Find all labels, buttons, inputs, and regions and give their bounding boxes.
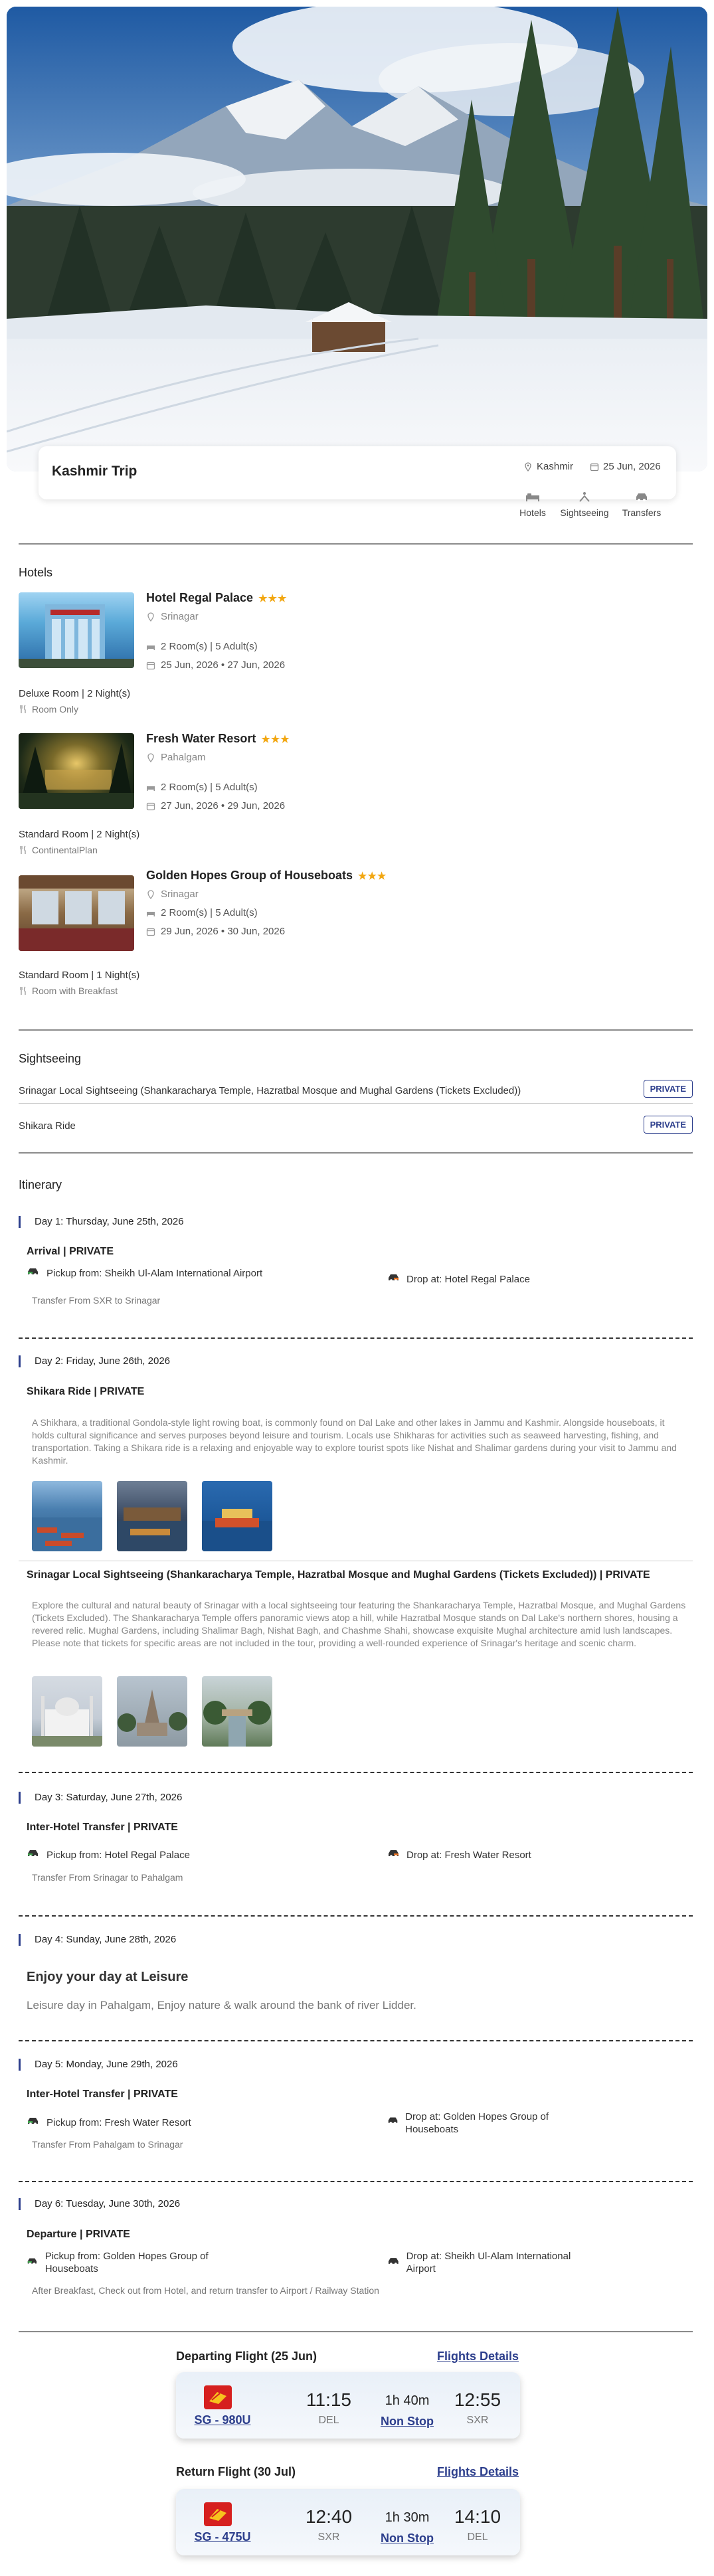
hotel-rooms — [146, 907, 258, 918]
day-separator — [19, 1337, 693, 1339]
flight-duration: 1h 40m — [385, 2393, 430, 2408]
location-pin-icon — [146, 753, 155, 762]
activity-title: Shikara Ride | PRIVATE — [27, 1386, 145, 1397]
stat-sightseeing-label: Sightseeing — [560, 507, 609, 518]
bed-icon — [146, 908, 155, 918]
arrival-airport: SXR — [466, 2415, 489, 2426]
activity-photo[interactable] — [117, 1481, 187, 1551]
day-separator — [19, 2040, 693, 2041]
trip-summary-card — [39, 446, 676, 518]
day-label: Day 2: Friday, June 26th, 2026 — [19, 1355, 170, 1367]
trip-location — [523, 461, 573, 472]
arrival-airport: DEL — [467, 2532, 488, 2543]
pickup-text: Pickup from: Golden Hopes Group of Houseboats — [45, 2251, 209, 2275]
stat-transfers-label: Transfers — [622, 507, 662, 518]
hotel-dates — [146, 659, 285, 671]
divider — [19, 1152, 693, 1154]
meal-plan — [19, 704, 78, 715]
hotel-dates — [146, 926, 285, 937]
transfer-title: Inter-Hotel Transfer | PRIVATE — [27, 2089, 178, 2100]
transfer-title: Inter-Hotel Transfer | PRIVATE — [27, 1822, 178, 1833]
location-pin-icon — [146, 612, 155, 622]
transfer-note: Transfer From Pahalgam to Srinagar — [32, 2139, 183, 2150]
hotel-image[interactable] — [19, 875, 134, 951]
stat-hotels-label: Hotels — [519, 507, 546, 518]
transfer-title: Arrival | PRIVATE — [27, 1246, 114, 1257]
car-icon — [634, 491, 649, 502]
day-label: Day 5: Monday, June 29th, 2026 — [19, 2059, 178, 2070]
calendar-icon — [146, 927, 155, 936]
drop-info — [387, 1273, 652, 1286]
hotel-city-text: Srinagar — [161, 889, 199, 900]
location-pin-icon — [523, 462, 533, 472]
calendar-icon — [146, 661, 155, 670]
flight-number[interactable]: SG - 980U — [194, 2413, 251, 2427]
meal-plan-text: ContinentalPlan — [32, 845, 98, 855]
departure-airport: SXR — [317, 2532, 340, 2543]
stat-transfers — [618, 491, 665, 518]
arrival-time: 12:55 — [454, 2389, 501, 2410]
hotel-dates-text: 29 Jun, 2026 • 30 Jun, 2026 — [161, 926, 286, 937]
hotel-rooms-text: 2 Room(s) | 5 Adult(s) — [161, 907, 258, 918]
bed-icon — [146, 642, 155, 651]
transfer-note: Transfer From SXR to Srinagar — [32, 1295, 161, 1306]
transfer-note: Transfer From Srinagar to Pahalgam — [32, 1872, 183, 1883]
hotel-rooms — [146, 782, 258, 793]
hotel-image[interactable] — [19, 592, 134, 668]
pickup-text: Pickup from: Hotel Regal Palace — [46, 1849, 190, 1861]
bed-icon — [146, 783, 155, 792]
hero-image — [7, 7, 707, 472]
meal-plan-text: Room with Breakfast — [32, 986, 118, 996]
stat-sightseeing — [555, 491, 614, 518]
calendar-icon — [590, 462, 599, 472]
car-icon — [27, 2116, 40, 2126]
hotel-rooms-text: 2 Room(s) | 5 Adult(s) — [161, 641, 258, 652]
hotel-name[interactable] — [146, 591, 287, 605]
pickup-info — [27, 2116, 279, 2129]
drop-text: Drop at: Golden Hopes Group of Houseboats — [405, 2111, 549, 2135]
departure-time: 12:40 — [305, 2506, 353, 2527]
divider — [19, 2331, 693, 2332]
drop-info — [387, 2250, 599, 2275]
meal-plan — [19, 986, 118, 996]
transfer-note: After Breakfast, Check out from Hotel, and return transfer to Airport / Railway Station — [32, 2285, 379, 2296]
airline-logo-icon — [204, 2502, 232, 2526]
calendar-icon — [146, 802, 155, 811]
stat-hotels — [509, 491, 556, 518]
flight-details-link[interactable]: Flights Details — [437, 2465, 519, 2478]
pickup-info — [27, 1849, 279, 1861]
activity-description: A Shikhara, a traditional Gondola-style light rowing boat, is commonly found on Dal Lake and other lakes in Jammu and Kashmir. Alongside houseboats, it holds cultural significance and serves purposes beyond leisure and tourism. Locals use Shikharas for activities such as seaweed harvesting, fishing, and transportation. Taking a Shikara ride is a relaxing and enjoyable way to explore tourist spots like Nishat and Shalimar gardens during your visit to Jammu and Kashmir. — [32, 1417, 677, 1466]
flight-duration: 1h 30m — [385, 2510, 430, 2525]
car-icon — [27, 2257, 39, 2266]
hotel-dates — [146, 800, 285, 812]
pickup-text: Pickup from: Sheikh Ul-Alam International Airport — [46, 1268, 263, 1279]
car-icon — [27, 1267, 40, 1276]
day-label: Day 4: Sunday, June 28th, 2026 — [19, 1934, 176, 1945]
stops-link[interactable]: Non Stop — [381, 2532, 434, 2545]
itinerary-section-title: Itinerary — [19, 1178, 62, 1191]
room-type: Standard Room | 2 Night(s) — [19, 829, 140, 840]
hotel-stars: ★★★ — [258, 593, 288, 604]
departure-time: 11:15 — [306, 2389, 351, 2410]
activity-description: Explore the cultural and natural beauty of Srinagar with a local sightseeing tour featuring the Shankaracharya Temple, Hazratbal Mosque, and Mughal Gardens (Tickets Excluded). The Shankaracharya Temple offers panoramic views atop a hill, while Hazratbal Mosque stands on Dal Lake's northern shores, housing a revered relic. Mughal Gardens, including Shalimar Bagh, Nishat Bagh, and Chashme Shahi, showcase exquisite Mughal architecture amid lush landscapes. Please note that tickets for specific areas are not included in the tour, providing a well-rounded experience of Srinagar's heritage and scenic charm. — [32, 1600, 686, 1648]
drop-text: Drop at: Fresh Water Resort — [406, 1849, 531, 1861]
hotel-rooms-text: 2 Room(s) | 5 Adult(s) — [161, 782, 258, 793]
hotels-section-title: Hotels — [19, 566, 53, 579]
flight-card[interactable] — [176, 2489, 520, 2555]
departing-flight-title: Departing Flight (25 Jun) — [176, 2350, 317, 2363]
hotel-stars: ★★★ — [261, 734, 290, 745]
hotel-rooms — [146, 641, 258, 652]
divider — [19, 1103, 693, 1104]
pickup-info — [27, 2250, 239, 2275]
trip-location-text: Kashmir — [537, 461, 574, 472]
location-pin-icon — [146, 890, 155, 899]
trip-title: Kashmir Trip — [52, 464, 137, 479]
bed-icon — [525, 491, 540, 502]
arrival-time: 14:10 — [454, 2506, 501, 2527]
day-separator — [19, 1915, 693, 1917]
flight-number[interactable]: SG - 475U — [194, 2530, 251, 2543]
room-type: Standard Room | 1 Night(s) — [19, 970, 140, 981]
pickup-text: Pickup from: Fresh Water Resort — [46, 2117, 191, 2128]
hotel-name-text: Golden Hopes Group of Houseboats — [146, 869, 353, 882]
hotel-city — [146, 611, 199, 622]
private-badge: PRIVATE — [644, 1116, 693, 1134]
car-icon — [387, 2257, 400, 2266]
day-separator — [19, 1772, 693, 1773]
meal-icon — [19, 986, 28, 995]
leisure-title: Enjoy your day at Leisure — [27, 1970, 189, 1984]
activity-photo[interactable] — [32, 1481, 102, 1551]
drop-text: Drop at: Sheikh Ul-Alam International Airport — [406, 2251, 571, 2275]
hotel-name-text: Fresh Water Resort — [146, 732, 256, 745]
airline-logo-icon — [204, 2385, 232, 2409]
divider — [19, 543, 693, 545]
trip-date-text: 25 Jun, 2026 — [603, 461, 661, 472]
meal-plan — [19, 845, 98, 855]
hotel-dates-text: 27 Jun, 2026 • 29 Jun, 2026 — [161, 800, 286, 812]
day-label: Day 3: Saturday, June 27th, 2026 — [19, 1792, 182, 1803]
pickup-info — [27, 1267, 266, 1280]
return-flight-title: Return Flight (30 Jul) — [176, 2465, 296, 2478]
hotel-city-text: Srinagar — [161, 611, 199, 622]
private-badge: PRIVATE — [644, 1080, 693, 1098]
hotel-image[interactable] — [19, 733, 134, 809]
activity-title: Srinagar Local Sightseeing (Shankaracharya Temple, Hazratbal Mosque and Mughal Gardens (Tickets Excluded)) | PRIVATE — [27, 1569, 650, 1581]
activity-photo[interactable] — [117, 1676, 187, 1747]
car-icon — [387, 1273, 400, 1282]
hotel-stars: ★★★ — [358, 871, 387, 882]
transfer-title: Departure | PRIVATE — [27, 2229, 130, 2240]
stops-link[interactable]: Non Stop — [381, 2415, 434, 2428]
meal-icon — [19, 845, 28, 855]
day-separator — [19, 2181, 693, 2182]
car-icon — [387, 2116, 399, 2125]
car-icon — [387, 1849, 400, 1858]
drop-info — [387, 2110, 586, 2136]
activity-photo[interactable] — [202, 1676, 272, 1747]
day-label: Day 1: Thursday, June 25th, 2026 — [19, 1216, 184, 1227]
drop-text: Drop at: Hotel Regal Palace — [406, 1274, 530, 1285]
divider — [19, 1029, 693, 1031]
hotel-name[interactable] — [146, 732, 290, 746]
activity-photo[interactable] — [202, 1481, 272, 1551]
hotel-name-text: Hotel Regal Palace — [146, 591, 254, 604]
hotel-city — [146, 889, 199, 900]
hotel-city-text: Pahalgam — [161, 752, 206, 763]
hotel-city — [146, 752, 206, 763]
room-type: Deluxe Room | 2 Night(s) — [19, 688, 131, 699]
trip-date — [590, 461, 661, 472]
sightseeing-item: Srinagar Local Sightseeing (Shankaracharya Temple, Hazratbal Mosque and Mughal Gardens (Tickets Excluded)) — [19, 1085, 521, 1096]
drop-info — [387, 1849, 652, 1861]
sightseeing-section-title: Sightseeing — [19, 1052, 82, 1065]
hotel-name[interactable] — [146, 869, 387, 883]
flight-card[interactable] — [176, 2372, 520, 2439]
sightseeing-icon — [577, 491, 592, 502]
meal-plan-text: Room Only — [32, 704, 79, 715]
departure-airport: DEL — [318, 2415, 339, 2426]
leisure-description: Leisure day in Pahalgam, Enjoy nature & walk around the bank of river Lidder. — [27, 1999, 416, 2012]
activity-photo[interactable] — [32, 1676, 102, 1747]
sightseeing-item: Shikara Ride — [19, 1120, 76, 1132]
hotel-dates-text: 25 Jun, 2026 • 27 Jun, 2026 — [161, 659, 286, 671]
car-icon — [27, 1849, 40, 1858]
flight-details-link[interactable]: Flights Details — [437, 2350, 519, 2363]
day-label: Day 6: Tuesday, June 30th, 2026 — [19, 2198, 180, 2209]
meal-icon — [19, 705, 28, 714]
